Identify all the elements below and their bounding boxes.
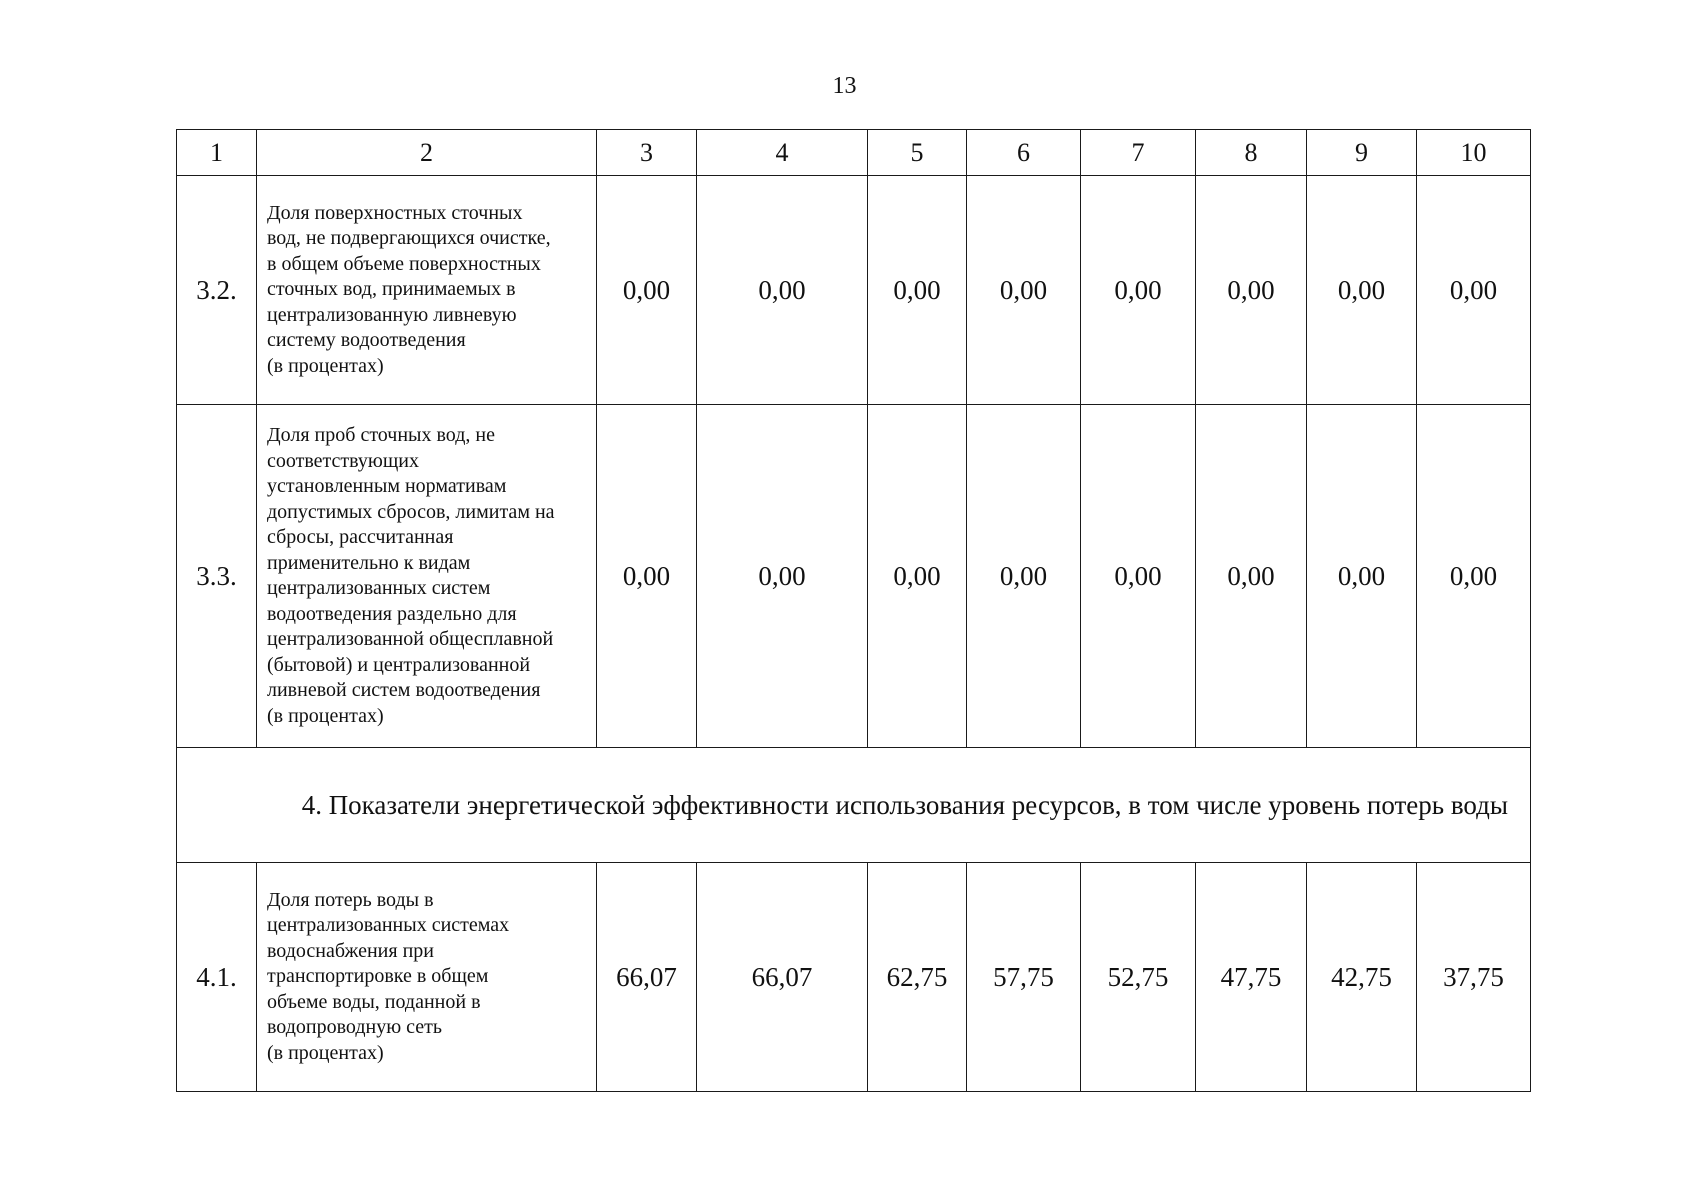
row-number: 3.3. — [177, 405, 257, 748]
row-description — [257, 863, 597, 1092]
row-description-text: Доля потерь воды в централизованных системах водоснабжения при транспортировке в общем объеме воды, поданной в водопроводную сеть (в процентах) — [267, 888, 510, 1064]
value-cell: 47,75 — [1196, 863, 1307, 1092]
row-description-text: Доля поверхностных сточных вод, не подвергающихся очистке, в общем объеме поверхностных сточных вод, принимаемых в централизованную ливневую систему водоотведения (в процентах) — [267, 201, 551, 377]
value-cell: 0,00 — [1307, 405, 1417, 748]
value-cell: 0,00 — [597, 405, 697, 748]
column-header-9: 9 — [1307, 130, 1417, 176]
row-description — [257, 405, 597, 748]
value-cell: 62,75 — [868, 863, 967, 1092]
value-cell: 0,00 — [967, 405, 1081, 748]
value-cell: 0,00 — [967, 176, 1081, 405]
indicators-table — [176, 129, 1531, 1092]
value-cell: 52,75 — [1081, 863, 1196, 1092]
column-header-7: 7 — [1081, 130, 1196, 176]
section-heading: 4. Показатели энергетической эффективности использования ресурсов, в том числе уровень потерь воды — [177, 748, 1531, 863]
value-cell: 0,00 — [868, 405, 967, 748]
column-header-8: 8 — [1196, 130, 1307, 176]
value-cell: 66,07 — [597, 863, 697, 1092]
row-number: 4.1. — [177, 863, 257, 1092]
page-number: 13 — [832, 73, 857, 99]
row-number: 3.2. — [177, 176, 257, 405]
value-cell: 42,75 — [1307, 863, 1417, 1092]
value-cell: 0,00 — [597, 176, 697, 405]
value-cell: 57,75 — [967, 863, 1081, 1092]
value-cell: 0,00 — [1081, 405, 1196, 748]
value-cell: 0,00 — [1417, 405, 1531, 748]
section-heading-row — [177, 748, 1531, 863]
value-cell: 0,00 — [1417, 176, 1531, 405]
column-header-2: 2 — [257, 130, 597, 176]
value-cell: 66,07 — [697, 863, 868, 1092]
value-cell: 0,00 — [868, 176, 967, 405]
value-cell: 0,00 — [697, 176, 868, 405]
row-description — [257, 176, 597, 405]
column-header-3: 3 — [597, 130, 697, 176]
value-cell: 0,00 — [1081, 176, 1196, 405]
table-row-3-2 — [177, 176, 1531, 405]
row-description-text: Доля проб сточных вод, не соответствующих установленным нормативам допустимых сбросов, лимитам на сбросы, рассчитанная применительно к видам централизованных систем водоотведения раздельно для централизованной общесплавной (бытовой) и централизованной ливневой систем водоотведения (в процентах) — [267, 424, 555, 727]
value-cell: 37,75 — [1417, 863, 1531, 1092]
column-header-1: 1 — [177, 130, 257, 176]
table-row-4-1 — [177, 863, 1531, 1092]
column-header-5: 5 — [868, 130, 967, 176]
value-cell: 0,00 — [1307, 176, 1417, 405]
column-header-6: 6 — [967, 130, 1081, 176]
column-header-4: 4 — [697, 130, 868, 176]
table-row-3-3 — [177, 405, 1531, 748]
value-cell: 0,00 — [1196, 405, 1307, 748]
value-cell: 0,00 — [1196, 176, 1307, 405]
column-header-10: 10 — [1417, 130, 1531, 176]
table-header-row — [177, 130, 1531, 176]
value-cell: 0,00 — [697, 405, 868, 748]
